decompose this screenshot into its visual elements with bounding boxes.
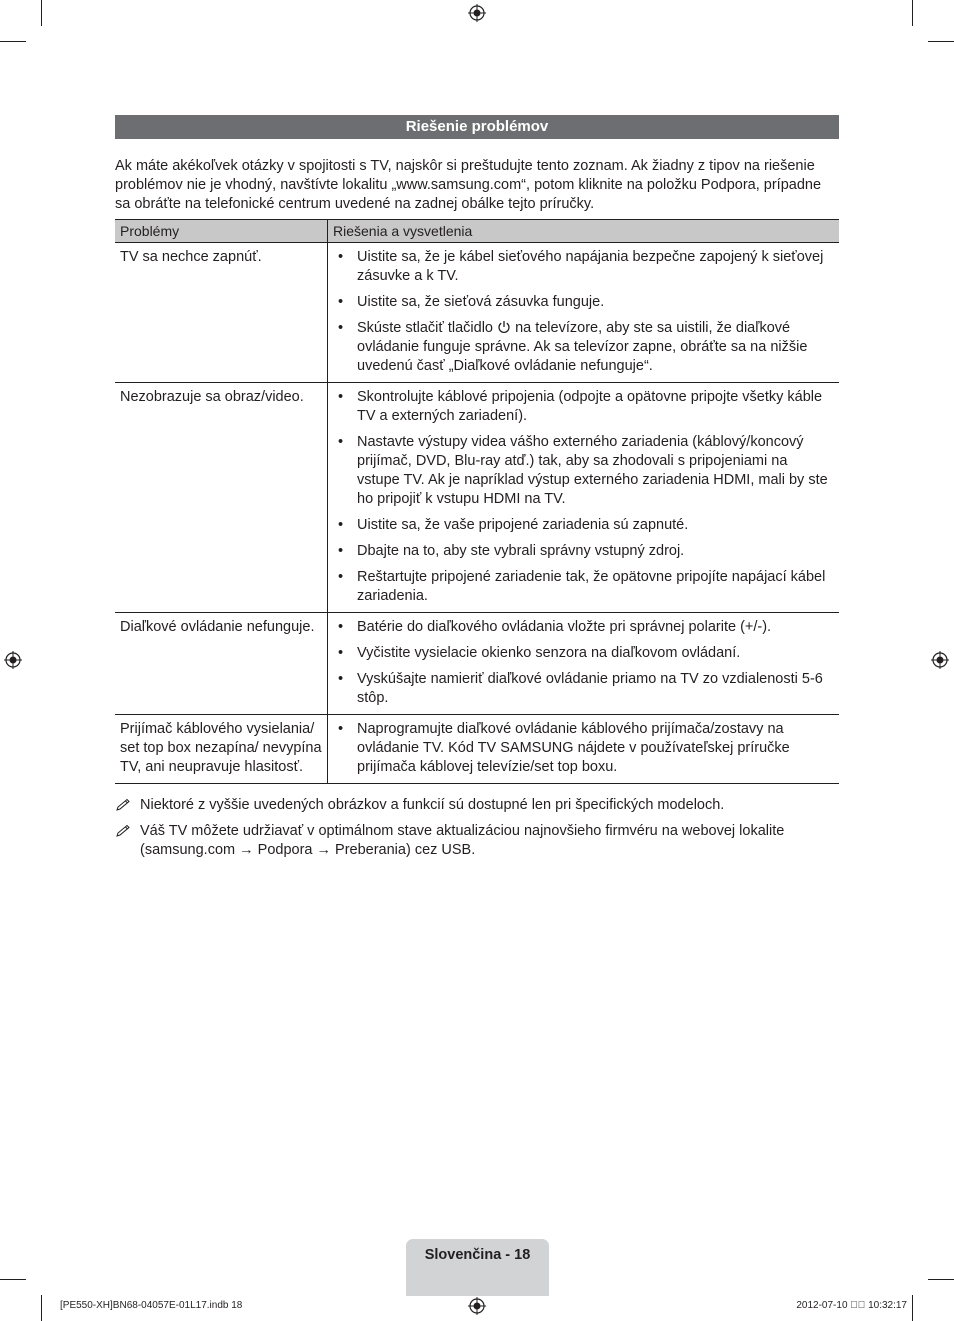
solution-text: na televízore, aby ste sa uistili, že diaľkové ovládanie funguje správne. Ak sa televízor zapne, obráťte sa na nižšie uvedenú časť „Diaľkové ovládanie nefunguje“. [357,320,808,374]
table-row [115,613,839,715]
note-text: Váš TV môžete udržiavať v optimálnom stave aktualizáciou najnovšieho firmvéru na webovej lokalite (samsung.com → Podpora → Preberania) cez USB. [140,823,785,858]
solution-list [336,720,831,777]
notes [115,796,839,867]
crop-mark [928,41,954,42]
registration-mark-icon [4,651,22,669]
crop-mark [912,0,913,26]
list-item [336,293,831,312]
solution-text: Vyčistite vysielacie okienko senzora na diaľkovom ovládaní. [357,645,741,661]
section-title: Riešenie problémov [115,115,839,139]
table-row [115,715,839,784]
bullet-icon: • [338,721,344,737]
list-item [336,644,831,663]
solution-text: Uistite sa, že vaše pripojené zariadenia sú zapnuté. [357,517,689,533]
list-item [336,720,831,777]
problem-cell: Nezobrazuje sa obraz/video. [115,383,328,613]
power-icon [497,320,511,334]
table-header-row [115,220,839,243]
list-item [336,388,831,426]
bullet-icon: • [338,434,344,450]
solution-list [336,248,831,376]
column-header-problems: Problémy [115,220,328,243]
footer-date: 2012-07-10 ￿￿ 10:32:17 [796,1300,907,1311]
list-item [336,516,831,535]
solution-list [336,388,831,606]
list-item [336,542,831,561]
solutions-cell [328,243,840,383]
crop-mark [41,1295,42,1321]
list-item [336,248,831,286]
registration-mark-icon [468,4,486,22]
solution-text: Dbajte na to, aby ste vybrali správny vstupný zdroj. [357,543,685,559]
problem-cell: Prijímač káblového vysielania/ set top box nezapína/ nevypína TV, ani neupravuje hlasitosť. [115,715,328,784]
solution-text: Skúste stlačiť tlačidlo [357,320,493,336]
bullet-icon: • [338,320,344,336]
solution-text: Uistite sa, že sieťová zásuvka funguje. [357,294,605,310]
solution-list [336,618,831,708]
bullet-icon: • [338,671,344,687]
registration-mark-icon [931,651,949,669]
solution-text: Skontrolujte káblové pripojenia (odpojte a opätovne pripojte všetky káble TV a externých zariadení). [357,389,823,424]
bullet-icon: • [338,294,344,310]
troubleshooting-table [115,219,839,784]
solution-text: Vyskúšajte namieriť diaľkové ovládanie priamo na TV zo vzdialenosti 5-6 stôp. [357,671,823,706]
bullet-icon: • [338,389,344,405]
crop-mark [0,41,26,42]
pencil-note-icon [115,824,131,838]
problem-cell: TV sa nechce zapnúť. [115,243,328,383]
bullet-icon: • [338,543,344,559]
solution-text: Reštartujte pripojené zariadenie tak, že opätovne pripojíte napájací kábel zariadenia. [357,569,826,604]
list-item [336,670,831,708]
note-text: Niektoré z vyššie uvedených obrázkov a funkcií sú dostupné len pri špecifických modeloch. [140,797,725,813]
solution-text: Uistite sa, že je kábel sieťového napájania bezpečne zapojený k sieťovej zásuvke a k TV. [357,249,824,284]
crop-mark [912,1295,913,1321]
list-item [336,433,831,509]
problem-cell: Diaľkové ovládanie nefunguje. [115,613,328,715]
page-number-tab: Slovenčina - 18 [406,1239,549,1296]
note-item [115,796,839,815]
bullet-icon: • [338,249,344,265]
bullet-icon: • [338,645,344,661]
crop-mark [41,0,42,26]
table-row [115,383,839,613]
list-item [336,319,831,376]
solutions-cell [328,613,840,715]
bullet-icon: • [338,569,344,585]
bullet-icon: • [338,619,344,635]
note-item [115,822,839,860]
solution-text: Nastavte výstupy videa vášho externého zariadenia (káblový/koncový prijímač, DVD, Blu-ray atď.) tak, aby sa zhodovali s pripojeniami na vstupe TV. Ak je napríklad výstup externého zariadenia HDMI, mali by ste ho pripojiť k vstupu HDMI na TV. [357,434,828,507]
bullet-icon: • [338,517,344,533]
table-row [115,243,839,383]
intro-paragraph: Ak máte akékoľvek otázky v spojitosti s TV, najskôr si preštudujte tento zoznam. Ak žiadny z tipov na riešenie problémov nie je vhodný, navštívte lokalitu „www.samsung.com“, potom kliknite na položku Podpora, prípadne sa obráťte na telefonické centrum uvedené na zadnej obálke tejto príručky. [115,158,822,212]
solutions-cell [328,715,840,784]
footer-file: [PE550-XH]BN68-04057E-01L17.indb 18 [60,1300,243,1311]
solutions-cell [328,383,840,613]
crop-mark [928,1279,954,1280]
column-header-solutions: Riešenia a vysvetlenia [328,220,840,243]
pencil-note-icon [115,798,131,812]
solution-text: Naprogramujte diaľkové ovládanie káblového prijímača/zostavy na ovládanie TV. Kód TV SAMSUNG nájdete v používateľskej príručke prijímača káblovej televízie/set top boxu. [357,721,790,775]
solution-text: Batérie do diaľkového ovládania vložte pri správnej polarite (+/-). [357,619,772,635]
crop-mark [0,1279,26,1280]
list-item [336,618,831,637]
list-item [336,568,831,606]
registration-mark-icon [468,1297,486,1315]
